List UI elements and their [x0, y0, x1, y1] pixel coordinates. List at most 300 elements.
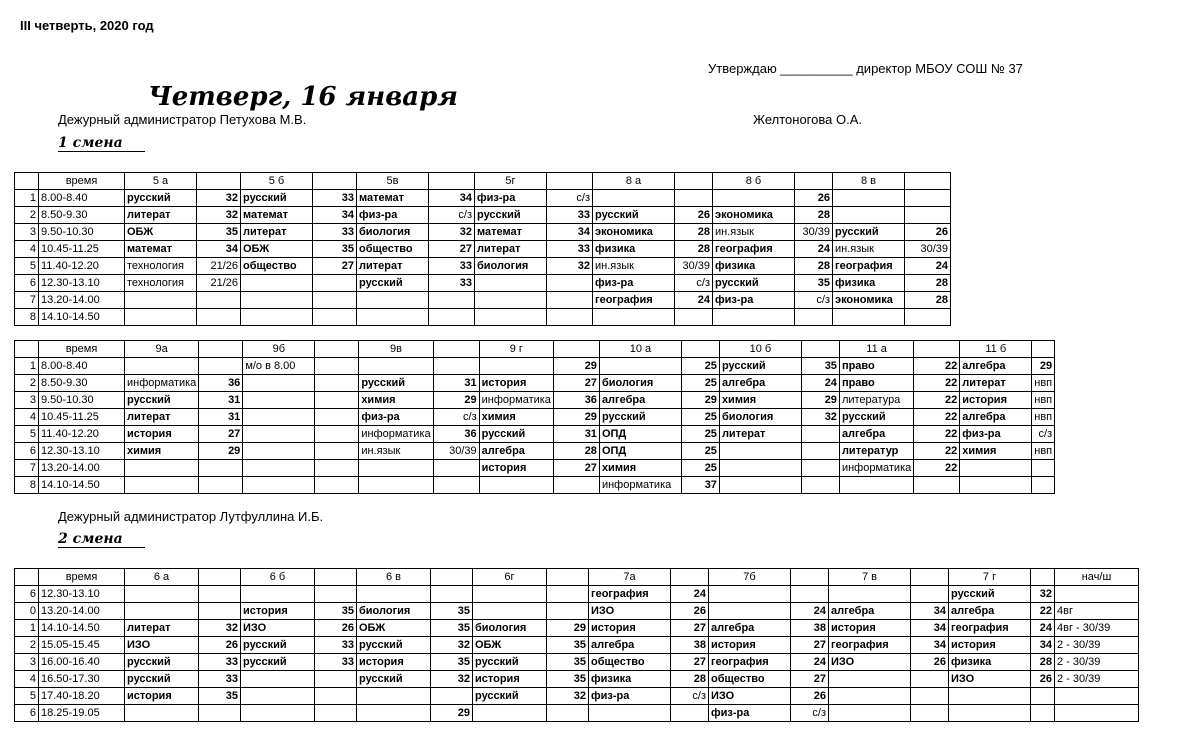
lesson-number-cell: 8: [15, 309, 39, 326]
subject-cell: [243, 409, 315, 426]
subject-cell: история: [241, 603, 315, 620]
room-cell: [905, 207, 951, 224]
room-cell: [911, 671, 949, 688]
subject-cell: химия: [125, 443, 199, 460]
lesson-time-cell: 10.45-11.25: [39, 409, 125, 426]
header-cell: 5г: [475, 173, 547, 190]
table-row: [15, 586, 1139, 603]
subject-cell: [243, 460, 315, 477]
room-cell: [315, 460, 359, 477]
room-cell: с/з: [1032, 426, 1055, 443]
room-cell: 35: [199, 688, 241, 705]
room-cell: 27: [671, 620, 709, 637]
subject-cell: история: [949, 637, 1031, 654]
room-cell: [315, 688, 357, 705]
table-row: [15, 671, 1139, 688]
subject-cell: история: [709, 637, 791, 654]
subject-cell: [243, 375, 315, 392]
header-number-cell: [15, 341, 39, 358]
subject-cell: русский: [125, 654, 199, 671]
header-cell: 8 б: [713, 173, 795, 190]
subject-cell: ИЗО: [709, 688, 791, 705]
room-cell: 31: [433, 375, 479, 392]
table-row: [15, 637, 1139, 654]
subject-cell: русский: [473, 688, 547, 705]
subject-cell: физ-ра: [709, 705, 791, 722]
subject-cell: [475, 309, 547, 326]
room-cell: нвп: [1032, 443, 1055, 460]
lesson-number-cell: 6: [15, 443, 39, 460]
room-cell: 24: [791, 603, 829, 620]
room-cell: 36: [553, 392, 599, 409]
room-cell: [431, 586, 473, 603]
subject-cell: физ-ра: [357, 207, 429, 224]
room-cell: 24: [801, 375, 839, 392]
room-cell: 33: [315, 654, 357, 671]
room-cell: 35: [197, 224, 241, 241]
header-cell: [801, 341, 839, 358]
table-row: [15, 409, 1055, 426]
subject-cell: алгебра: [479, 443, 553, 460]
subject-cell: [241, 705, 315, 722]
subject-cell: литерат: [719, 426, 801, 443]
header-cell: [315, 569, 357, 586]
subject-cell: ИЗО: [829, 654, 911, 671]
header-cell: [1032, 341, 1055, 358]
room-cell: 21/26: [197, 275, 241, 292]
room-cell: 28: [795, 258, 833, 275]
room-cell: с/з: [433, 409, 479, 426]
room-cell: 33: [199, 671, 241, 688]
room-cell: 33: [315, 637, 357, 654]
lesson-number-cell: 6: [15, 586, 39, 603]
room-cell: [547, 705, 589, 722]
lesson-number-cell: 8: [15, 477, 39, 494]
subject-cell: химия: [960, 443, 1032, 460]
subject-cell: [475, 275, 547, 292]
subject-cell: физика: [713, 258, 795, 275]
room-cell: 27: [671, 654, 709, 671]
subject-cell: 2 - 30/39: [1055, 637, 1139, 654]
lesson-number-cell: 1: [15, 620, 39, 637]
subject-cell: русский: [593, 207, 675, 224]
room-cell: 27: [199, 426, 243, 443]
subject-cell: м/о в 8.00: [243, 358, 315, 375]
shift2-label: 2 смена: [58, 531, 145, 548]
room-cell: [315, 586, 357, 603]
room-cell: нвп: [1032, 392, 1055, 409]
subject-cell: история: [357, 654, 431, 671]
subject-cell: алгебра: [599, 392, 681, 409]
subject-cell: общество: [357, 241, 429, 258]
subject-cell: физ-ра: [359, 409, 433, 426]
header-cell: 5 а: [125, 173, 197, 190]
subject-cell: [125, 292, 197, 309]
room-cell: [313, 292, 357, 309]
room-cell: [429, 309, 475, 326]
lesson-time-cell: 13.20-14.00: [39, 603, 125, 620]
subject-cell: история: [829, 620, 911, 637]
subject-cell: история: [479, 460, 553, 477]
subject-cell: история: [125, 688, 199, 705]
subject-cell: [829, 671, 911, 688]
room-cell: 32: [197, 190, 241, 207]
header-cell: [547, 173, 593, 190]
room-cell: 31: [553, 426, 599, 443]
room-cell: 32: [547, 258, 593, 275]
header-cell: 9в: [359, 341, 433, 358]
room-cell: 30/39: [905, 241, 951, 258]
lesson-time-cell: 11.40-12.20: [39, 426, 125, 443]
room-cell: 34: [547, 224, 593, 241]
room-cell: с/з: [791, 705, 829, 722]
room-cell: 34: [911, 637, 949, 654]
room-cell: [433, 358, 479, 375]
subject-cell: химия: [359, 392, 433, 409]
room-cell: [199, 586, 241, 603]
subject-cell: физ-ра: [593, 275, 675, 292]
room-cell: 22: [914, 409, 960, 426]
room-cell: 33: [429, 275, 475, 292]
room-cell: 25: [681, 460, 719, 477]
header-cell: время: [39, 173, 125, 190]
room-cell: [197, 292, 241, 309]
room-cell: 27: [313, 258, 357, 275]
room-cell: 25: [681, 409, 719, 426]
subject-cell: право: [839, 358, 913, 375]
subject-cell: [243, 392, 315, 409]
subject-cell: [357, 292, 429, 309]
subject-cell: [829, 705, 911, 722]
header-cell: 6 а: [125, 569, 199, 586]
room-cell: 22: [914, 443, 960, 460]
room-cell: нвп: [1032, 409, 1055, 426]
table-row: [15, 275, 951, 292]
subject-cell: экономика: [833, 292, 905, 309]
room-cell: 28: [671, 671, 709, 688]
room-cell: 35: [801, 358, 839, 375]
room-cell: 28: [795, 207, 833, 224]
subject-cell: [709, 603, 791, 620]
room-cell: 27: [791, 637, 829, 654]
room-cell: 33: [313, 224, 357, 241]
room-cell: 22: [914, 460, 960, 477]
room-cell: 28: [905, 292, 951, 309]
lesson-time-cell: 13.20-14.00: [39, 460, 125, 477]
subject-cell: алгебра: [960, 358, 1032, 375]
header-cell: 8 а: [593, 173, 675, 190]
room-cell: 29: [681, 392, 719, 409]
room-cell: 25: [681, 443, 719, 460]
room-cell: 30/39: [795, 224, 833, 241]
subject-cell: биология: [357, 224, 429, 241]
room-cell: 25: [681, 426, 719, 443]
room-cell: 32: [431, 637, 473, 654]
room-cell: 35: [313, 241, 357, 258]
subject-cell: ОПД: [599, 426, 681, 443]
subject-cell: [1055, 586, 1139, 603]
subject-cell: информатика: [599, 477, 681, 494]
subject-cell: география: [709, 654, 791, 671]
room-cell: 31: [199, 409, 243, 426]
subject-cell: география: [589, 586, 671, 603]
quarter-heading: III четверть, 2020 год: [20, 18, 154, 33]
header-cell: время: [39, 569, 125, 586]
room-cell: 36: [433, 426, 479, 443]
subject-cell: литерат: [125, 620, 199, 637]
subject-cell: математ: [241, 207, 313, 224]
subject-cell: [125, 603, 199, 620]
room-cell: 26: [671, 603, 709, 620]
subject-cell: русский: [599, 409, 681, 426]
subject-cell: [593, 190, 675, 207]
subject-cell: [960, 460, 1032, 477]
room-cell: 29: [553, 358, 599, 375]
table-row: [15, 688, 1139, 705]
room-cell: 29: [801, 392, 839, 409]
room-cell: 26: [315, 620, 357, 637]
table-row: [15, 190, 951, 207]
subject-cell: география: [949, 620, 1031, 637]
room-cell: [791, 586, 829, 603]
subject-cell: история: [479, 375, 553, 392]
shift1-label: 1 смена: [58, 135, 145, 152]
header-cell: 6г: [473, 569, 547, 586]
header-cell: 10 а: [599, 341, 681, 358]
lesson-time-cell: 16.50-17.30: [39, 671, 125, 688]
subject-cell: литерат: [125, 409, 199, 426]
subject-cell: русский: [713, 275, 795, 292]
subject-cell: [241, 671, 315, 688]
subject-cell: [829, 586, 911, 603]
room-cell: 34: [911, 603, 949, 620]
room-cell: 33: [313, 190, 357, 207]
subject-cell: физ-ра: [960, 426, 1032, 443]
subject-cell: [357, 705, 431, 722]
director-name: Желтоногова О.А.: [753, 112, 862, 127]
subject-cell: [960, 477, 1032, 494]
room-cell: [433, 460, 479, 477]
lesson-time-cell: 18.25-19.05: [39, 705, 125, 722]
subject-cell: русский: [357, 671, 431, 688]
subject-cell: [241, 275, 313, 292]
subject-cell: [241, 309, 313, 326]
header-cell: 6 б: [241, 569, 315, 586]
room-cell: [553, 477, 599, 494]
room-cell: 32: [429, 224, 475, 241]
room-cell: 28: [905, 275, 951, 292]
room-cell: [547, 309, 593, 326]
subject-cell: русский: [839, 409, 913, 426]
subject-cell: [599, 358, 681, 375]
lesson-time-cell: 15.05-15.45: [39, 637, 125, 654]
header-number-cell: [15, 173, 39, 190]
subject-cell: литерат: [125, 207, 197, 224]
room-cell: [675, 190, 713, 207]
table-row: [15, 375, 1055, 392]
header-cell: 11 б: [960, 341, 1032, 358]
subject-cell: ОБЖ: [357, 620, 431, 637]
subject-cell: химия: [599, 460, 681, 477]
subject-cell: физ-ра: [713, 292, 795, 309]
subject-cell: [833, 309, 905, 326]
header-cell: время: [39, 341, 125, 358]
header-cell: 10 б: [719, 341, 801, 358]
room-cell: [914, 477, 960, 494]
subject-cell: [709, 586, 791, 603]
table-row: [15, 705, 1139, 722]
room-cell: [801, 426, 839, 443]
header-cell: [1031, 569, 1055, 586]
subject-cell: [479, 477, 553, 494]
room-cell: [315, 358, 359, 375]
lesson-time-cell: 8.50-9.30: [39, 375, 125, 392]
lesson-time-cell: 11.40-12.20: [39, 258, 125, 275]
header-cell: [914, 341, 960, 358]
room-cell: 29: [1032, 358, 1055, 375]
lesson-time-cell: 12.30-13.10: [39, 275, 125, 292]
header-cell: [911, 569, 949, 586]
room-cell: [675, 309, 713, 326]
subject-cell: русский: [719, 358, 801, 375]
lesson-number-cell: 1: [15, 358, 39, 375]
header-cell: [199, 341, 243, 358]
shift1-table-grades-5-8: [14, 172, 951, 326]
room-cell: 24: [791, 654, 829, 671]
room-cell: [905, 190, 951, 207]
room-cell: 25: [681, 358, 719, 375]
header-cell: [547, 569, 589, 586]
room-cell: 35: [547, 671, 589, 688]
header-cell: 7 в: [829, 569, 911, 586]
room-cell: 26: [1031, 671, 1055, 688]
header-cell: [791, 569, 829, 586]
room-cell: 24: [671, 586, 709, 603]
subject-cell: информатика: [125, 375, 199, 392]
subject-cell: ОБЖ: [241, 241, 313, 258]
lesson-number-cell: 6: [15, 275, 39, 292]
room-cell: [315, 705, 357, 722]
subject-cell: экономика: [713, 207, 795, 224]
header-cell: [431, 569, 473, 586]
room-cell: [315, 375, 359, 392]
subject-cell: литерат: [475, 241, 547, 258]
subject-cell: литерат: [960, 375, 1032, 392]
room-cell: 22: [1031, 603, 1055, 620]
subject-cell: биология: [475, 258, 547, 275]
room-cell: 35: [431, 620, 473, 637]
room-cell: 22: [914, 375, 960, 392]
lesson-number-cell: 7: [15, 460, 39, 477]
lesson-number-cell: 1: [15, 190, 39, 207]
room-cell: 26: [911, 654, 949, 671]
room-cell: [315, 392, 359, 409]
subject-cell: [359, 358, 433, 375]
subject-cell: [833, 190, 905, 207]
room-cell: [547, 275, 593, 292]
subject-cell: литература: [839, 392, 913, 409]
table-row: [15, 358, 1055, 375]
subject-cell: ИЗО: [589, 603, 671, 620]
header-number-cell: [15, 569, 39, 586]
header-cell: [681, 341, 719, 358]
room-cell: 34: [429, 190, 475, 207]
header-cell: 5 б: [241, 173, 313, 190]
room-cell: [801, 443, 839, 460]
subject-cell: [125, 358, 199, 375]
subject-cell: [473, 705, 547, 722]
subject-cell: биология: [719, 409, 801, 426]
room-cell: 26: [791, 688, 829, 705]
lesson-time-cell: 10.45-11.25: [39, 241, 125, 258]
table-row: [15, 477, 1055, 494]
table-row: [15, 443, 1055, 460]
room-cell: 27: [553, 375, 599, 392]
subject-cell: русский: [473, 654, 547, 671]
table-row: [15, 224, 951, 241]
subject-cell: [473, 586, 547, 603]
room-cell: 35: [547, 654, 589, 671]
subject-cell: [475, 292, 547, 309]
room-cell: 32: [197, 207, 241, 224]
lesson-time-cell: 14.10-14.50: [39, 620, 125, 637]
subject-cell: история: [960, 392, 1032, 409]
subject-cell: русский: [475, 207, 547, 224]
lesson-time-cell: 12.30-13.10: [39, 443, 125, 460]
table-row: [15, 654, 1139, 671]
header-cell: [197, 173, 241, 190]
room-cell: 22: [914, 358, 960, 375]
lesson-time-cell: 9.50-10.30: [39, 224, 125, 241]
lesson-number-cell: 4: [15, 409, 39, 426]
room-cell: 29: [431, 705, 473, 722]
lesson-number-cell: 7: [15, 292, 39, 309]
room-cell: [315, 443, 359, 460]
duty-admin-shift2: Дежурный администратор Лутфуллина И.Б.: [58, 509, 324, 524]
table-row: [15, 258, 951, 275]
room-cell: [315, 671, 357, 688]
header-cell: [429, 173, 475, 190]
room-cell: [547, 603, 589, 620]
subject-cell: [593, 309, 675, 326]
lesson-time-cell: 13.20-14.00: [39, 292, 125, 309]
subject-cell: технология: [125, 258, 197, 275]
room-cell: 32: [1031, 586, 1055, 603]
subject-cell: экономика: [593, 224, 675, 241]
subject-cell: информатика: [359, 426, 433, 443]
page-title: Четверг, 16 января: [148, 82, 458, 112]
lesson-number-cell: 3: [15, 224, 39, 241]
subject-cell: ИЗО: [241, 620, 315, 637]
room-cell: [429, 292, 475, 309]
room-cell: 35: [547, 637, 589, 654]
subject-cell: технология: [125, 275, 197, 292]
room-cell: 35: [431, 603, 473, 620]
room-cell: 25: [681, 375, 719, 392]
subject-cell: [473, 603, 547, 620]
subject-cell: история: [589, 620, 671, 637]
lesson-time-cell: 12.30-13.10: [39, 586, 125, 603]
header-cell: [313, 173, 357, 190]
table-row: [15, 460, 1055, 477]
header-cell: 9б: [243, 341, 315, 358]
subject-cell: физика: [589, 671, 671, 688]
duty-admin-shift1: Дежурный администратор Петухова М.В.: [58, 112, 307, 127]
lesson-number-cell: 5: [15, 258, 39, 275]
lesson-number-cell: 6: [15, 705, 39, 722]
subject-cell: география: [593, 292, 675, 309]
subject-cell: география: [829, 637, 911, 654]
